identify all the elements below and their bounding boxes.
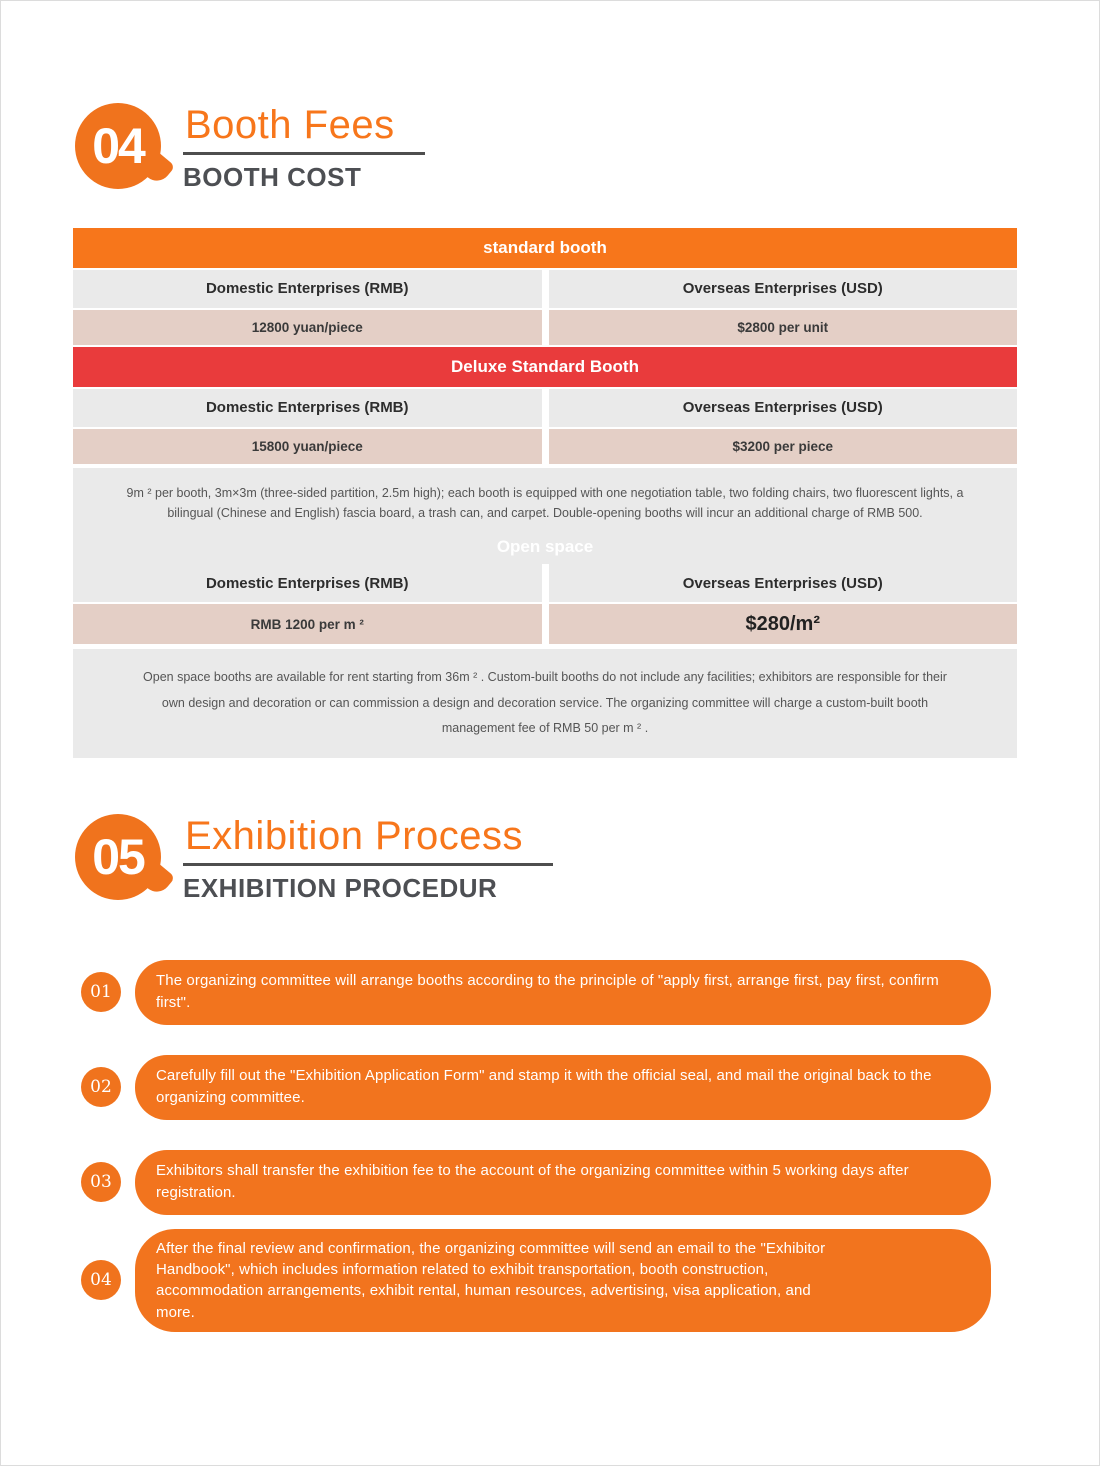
process-step-04: [81, 1229, 1099, 1332]
standard-domestic-header: Domestic Enterprises (RMB): [73, 270, 542, 308]
open-space-overseas-header: Overseas Enterprises (USD): [549, 564, 1018, 602]
badge-number: 05: [92, 828, 144, 885]
step-text-01: The organizing committee will arrange booths according to the principle of "apply first, arrange first, pay first, confirm first".: [135, 960, 991, 1025]
standard-overseas-price: $2800 per unit: [549, 310, 1018, 345]
open-space-band: Open space: [73, 528, 1017, 564]
open-space-column-headers: [73, 564, 1017, 602]
section-exhibition-process-header: [75, 814, 1099, 904]
standard-booth-prices: [73, 310, 1017, 345]
section-subtitle-exhibition-procedur: EXHIBITION PROCEDUR: [183, 872, 498, 903]
open-space-domestic-price: RMB 1200 per m ²: [73, 604, 542, 644]
deluxe-booth-column-headers: [73, 389, 1017, 427]
booth-fee-table: [73, 228, 1017, 758]
section-subtitle-booth-cost: BOOTH COST: [183, 161, 362, 192]
open-space-prices: [73, 604, 1017, 644]
deluxe-domestic-header: Domestic Enterprises (RMB): [73, 389, 542, 427]
open-space-overseas-price: $280/m²: [549, 604, 1018, 644]
standard-booth-band: standard booth: [73, 228, 1017, 268]
process-step-02: [81, 1055, 1099, 1120]
exhibition-process-steps: [81, 960, 1099, 1332]
deluxe-booth-prices: [73, 429, 1017, 464]
standard-booth-column-headers: [73, 270, 1017, 308]
process-step-01: [81, 960, 1099, 1025]
section-titles: [183, 103, 425, 193]
step-number-01: 01: [81, 972, 121, 1012]
standard-overseas-header: Overseas Enterprises (USD): [549, 270, 1018, 308]
process-step-03: [81, 1150, 1099, 1215]
section-number-badge-04: [75, 103, 161, 189]
open-space-note: Open space booths are available for rent starting from 36m ² . Custom-built booths do not include any facilities; exhibitors are responsible for their own design and decoration or can commission a design and decoration service. The organizing committee will charge a custom-built booth management fee of RMB 50 per m ² .: [73, 649, 1017, 758]
badge-number: 04: [92, 118, 144, 174]
step-number-04: 04: [81, 1260, 121, 1300]
deluxe-overseas-header: Overseas Enterprises (USD): [549, 389, 1018, 427]
open-space-domestic-header: Domestic Enterprises (RMB): [73, 564, 542, 602]
section-title-exhibition-process: Exhibition Process: [183, 814, 553, 866]
section-number-badge-05: [75, 814, 161, 900]
step-text-02: Carefully fill out the "Exhibition Application Form" and stamp it with the official seal, and mail the original back to the organizing committee.: [135, 1055, 991, 1120]
deluxe-booth-band: Deluxe Standard Booth: [73, 347, 1017, 387]
step-number-02: 02: [81, 1067, 121, 1107]
step-number-03: 03: [81, 1162, 121, 1202]
standard-booth-note: 9m ² per booth, 3m×3m (three-sided partition, 2.5m high); each booth is equipped with one negotiation table, two folding chairs, two fluorescent lights, a bilingual (Chinese and English) fascia board, a trash can, and carpet. Double-opening booths will incur an additional charge of RMB 500.: [73, 468, 1017, 528]
deluxe-domestic-price: 15800 yuan/piece: [73, 429, 542, 464]
section-title-booth-fees: Booth Fees: [183, 103, 425, 155]
section-titles: [183, 814, 553, 904]
deluxe-overseas-price: $3200 per piece: [549, 429, 1018, 464]
step-text-03: Exhibitors shall transfer the exhibition fee to the account of the organizing committee within 5 working days after registration.: [135, 1150, 991, 1215]
section-booth-fees-header: [75, 1, 1099, 193]
standard-domestic-price: 12800 yuan/piece: [73, 310, 542, 345]
step-text-04: After the final review and confirmation, the organizing committee will send an email to the "Exhibitor Handbook", which includes information related to exhibit transportation, booth construction, accommodation arrangements, exhibit rental, human resources, advertising, visa application, and more.: [135, 1229, 991, 1332]
